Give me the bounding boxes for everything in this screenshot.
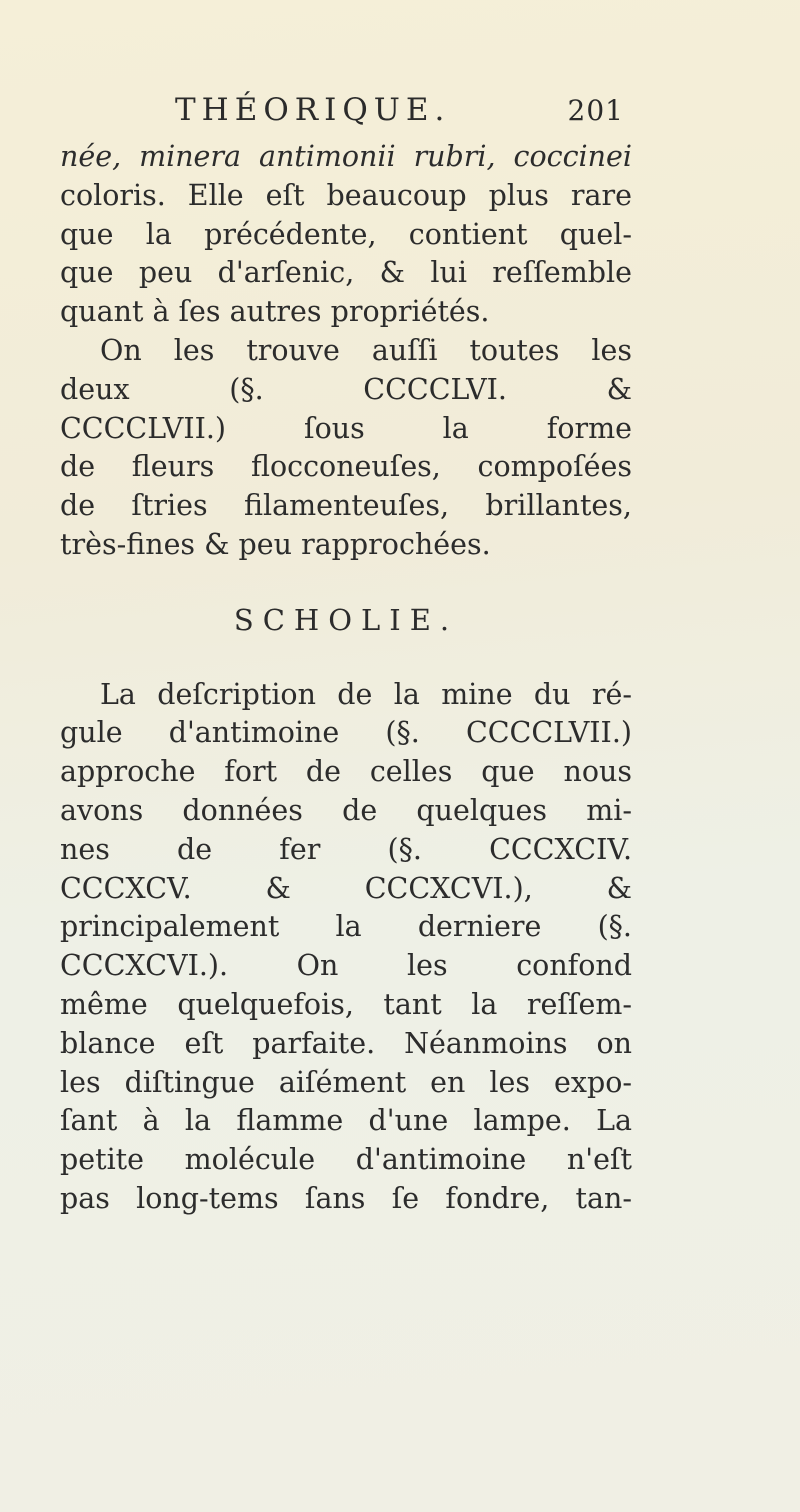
text-line: CCCCLVII.) ſous la forme (60, 411, 632, 445)
book-page (60, 92, 632, 1219)
paragraph-continued (60, 138, 632, 332)
paragraph (60, 332, 632, 565)
text-line: deux (§. CCCCLVI. & (60, 372, 632, 406)
text-line: coloris. Elle eſt beaucoup plus rare (60, 178, 632, 212)
scholie-paragraph (60, 676, 632, 1219)
text-line: nes de fer (§. CCCXCIV. (60, 832, 632, 866)
text-line: CCCXCVI.). On les confond (60, 949, 632, 983)
text-line: blance eſt parfaite. Néanmoins on (60, 1026, 632, 1060)
text-line: que peu d'arſenic, & lui reſſemble (60, 256, 632, 290)
running-title: THÉORIQUE. (175, 92, 451, 128)
text-line: avons données de quelques mi- (60, 793, 632, 827)
section-heading: SCHOLIE. (233, 602, 459, 637)
text-line: très-fines & peu rapprochées. (60, 527, 491, 561)
text-line: les diſtingue aiſément en les expo- (60, 1065, 632, 1099)
text-line: de ſtries filamenteuſes, brillantes, (60, 489, 632, 523)
text-line: On les trouve auſſi toutes les (100, 333, 632, 367)
text-line: que la précédente, contient quel- (60, 217, 632, 251)
text-line: petite molécule d'antimoine n'eſt (60, 1143, 632, 1177)
text-line: quant à ſes autres propriétés. (60, 295, 490, 329)
text-line: née, minera antimonii rubri, coccinei (60, 140, 632, 173)
page-number: 201 (567, 94, 624, 127)
text-line: principalement la derniere (§. (60, 910, 632, 944)
text-line: pas long-tems ſans ſe fondre, tan- (60, 1181, 632, 1215)
text-line: La deſcription de la mine du ré- (100, 677, 632, 711)
text-line: CCCXCV. & CCCXCVI.), & (60, 871, 632, 905)
running-head (60, 92, 632, 138)
text-line: approche fort de celles que nous (60, 755, 632, 789)
text-line: ſant à la flamme d'une lampe. La (60, 1104, 632, 1138)
body-text (60, 138, 632, 1219)
text-line: de fleurs flocconeuſes, compoſées (60, 450, 632, 484)
text-line: gule d'antimoine (§. CCCCLVII.) (60, 716, 632, 750)
text-line: même quelquefois, tant la reſſem- (60, 987, 632, 1021)
